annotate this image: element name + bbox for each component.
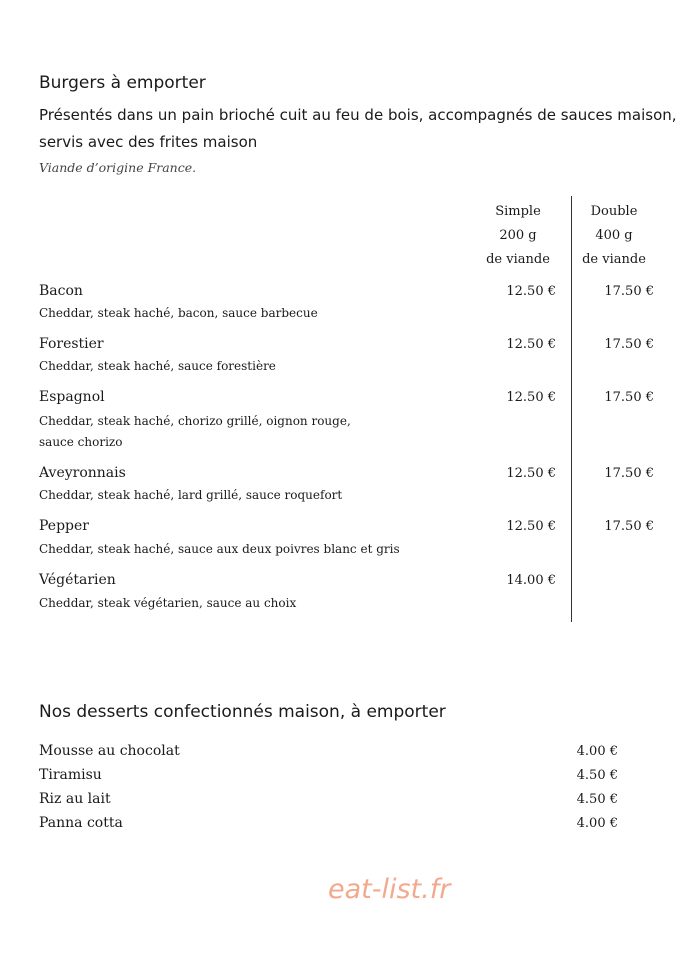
col-simple-unit: de viande	[486, 252, 550, 267]
col-simple-header	[478, 200, 558, 272]
burger-desc: Cheddar, steak haché, sauce forestière	[39, 359, 276, 373]
column-divider	[571, 196, 572, 622]
burger-desc: Cheddar, steak haché, sauce aux deux poivres blanc et gris	[39, 542, 400, 556]
burger-price-double: 17.50 €	[604, 466, 654, 481]
burger-price-double: 17.50 €	[604, 390, 654, 405]
dessert-price: 4.00 €	[576, 744, 618, 759]
burger-price-simple: 12.50 €	[506, 390, 556, 405]
col-double-label: Double	[590, 204, 638, 219]
col-double-unit: de viande	[582, 252, 646, 267]
watermark: eat-list.fr	[328, 874, 451, 905]
burger-desc: Cheddar, steak haché, lard grillé, sauce roquefort	[39, 488, 343, 502]
burger-price-double: 17.50 €	[604, 519, 654, 534]
burgers-section-title: Burgers à emporter	[39, 73, 206, 93]
burger-desc: Cheddar, steak haché, bacon, sauce barbecue	[39, 306, 318, 320]
burger-desc: Cheddar, steak végétarien, sauce au choix	[39, 596, 297, 610]
burgers-subtitle-line2: servis avec des frites maison	[39, 133, 258, 151]
burgers-subtitle-line1: Présentés dans un pain brioché cuit au feu de bois, accompagnés de sauces maison,	[39, 106, 677, 124]
burger-price-simple: 12.50 €	[506, 284, 556, 299]
burger-price-simple: 14.00 €	[506, 573, 556, 588]
burger-name: Végétarien	[39, 572, 116, 588]
dessert-name: Mousse au chocolat	[39, 743, 180, 759]
col-double-header	[574, 200, 654, 272]
dessert-name: Riz au lait	[39, 791, 111, 807]
dessert-price: 4.00 €	[576, 816, 618, 831]
burger-price-simple: 12.50 €	[506, 519, 556, 534]
burger-name: Pepper	[39, 518, 89, 534]
burger-price-simple: 12.50 €	[506, 337, 556, 352]
dessert-price: 4.50 €	[576, 768, 618, 783]
burger-name: Aveyronnais	[39, 465, 126, 481]
burger-name: Espagnol	[39, 389, 105, 405]
burger-price-simple: 12.50 €	[506, 466, 556, 481]
desserts-section-title: Nos desserts confectionnés maison, à emporter	[39, 702, 446, 722]
col-simple-label: Simple	[495, 204, 541, 219]
dessert-price: 4.50 €	[576, 792, 618, 807]
burger-price-double: 17.50 €	[604, 337, 654, 352]
dessert-name: Panna cotta	[39, 815, 123, 831]
col-double-weight: 400 g	[595, 228, 633, 243]
col-simple-weight: 200 g	[499, 228, 537, 243]
dessert-name: Tiramisu	[39, 767, 102, 783]
burger-name: Bacon	[39, 283, 83, 299]
burger-desc: sauce chorizo	[39, 435, 123, 449]
burger-name: Forestier	[39, 336, 104, 352]
burger-price-double: 17.50 €	[604, 284, 654, 299]
origin-note: Viande d’origine France.	[39, 160, 197, 175]
burger-desc: Cheddar, steak haché, chorizo grillé, oignon rouge,	[39, 414, 351, 428]
